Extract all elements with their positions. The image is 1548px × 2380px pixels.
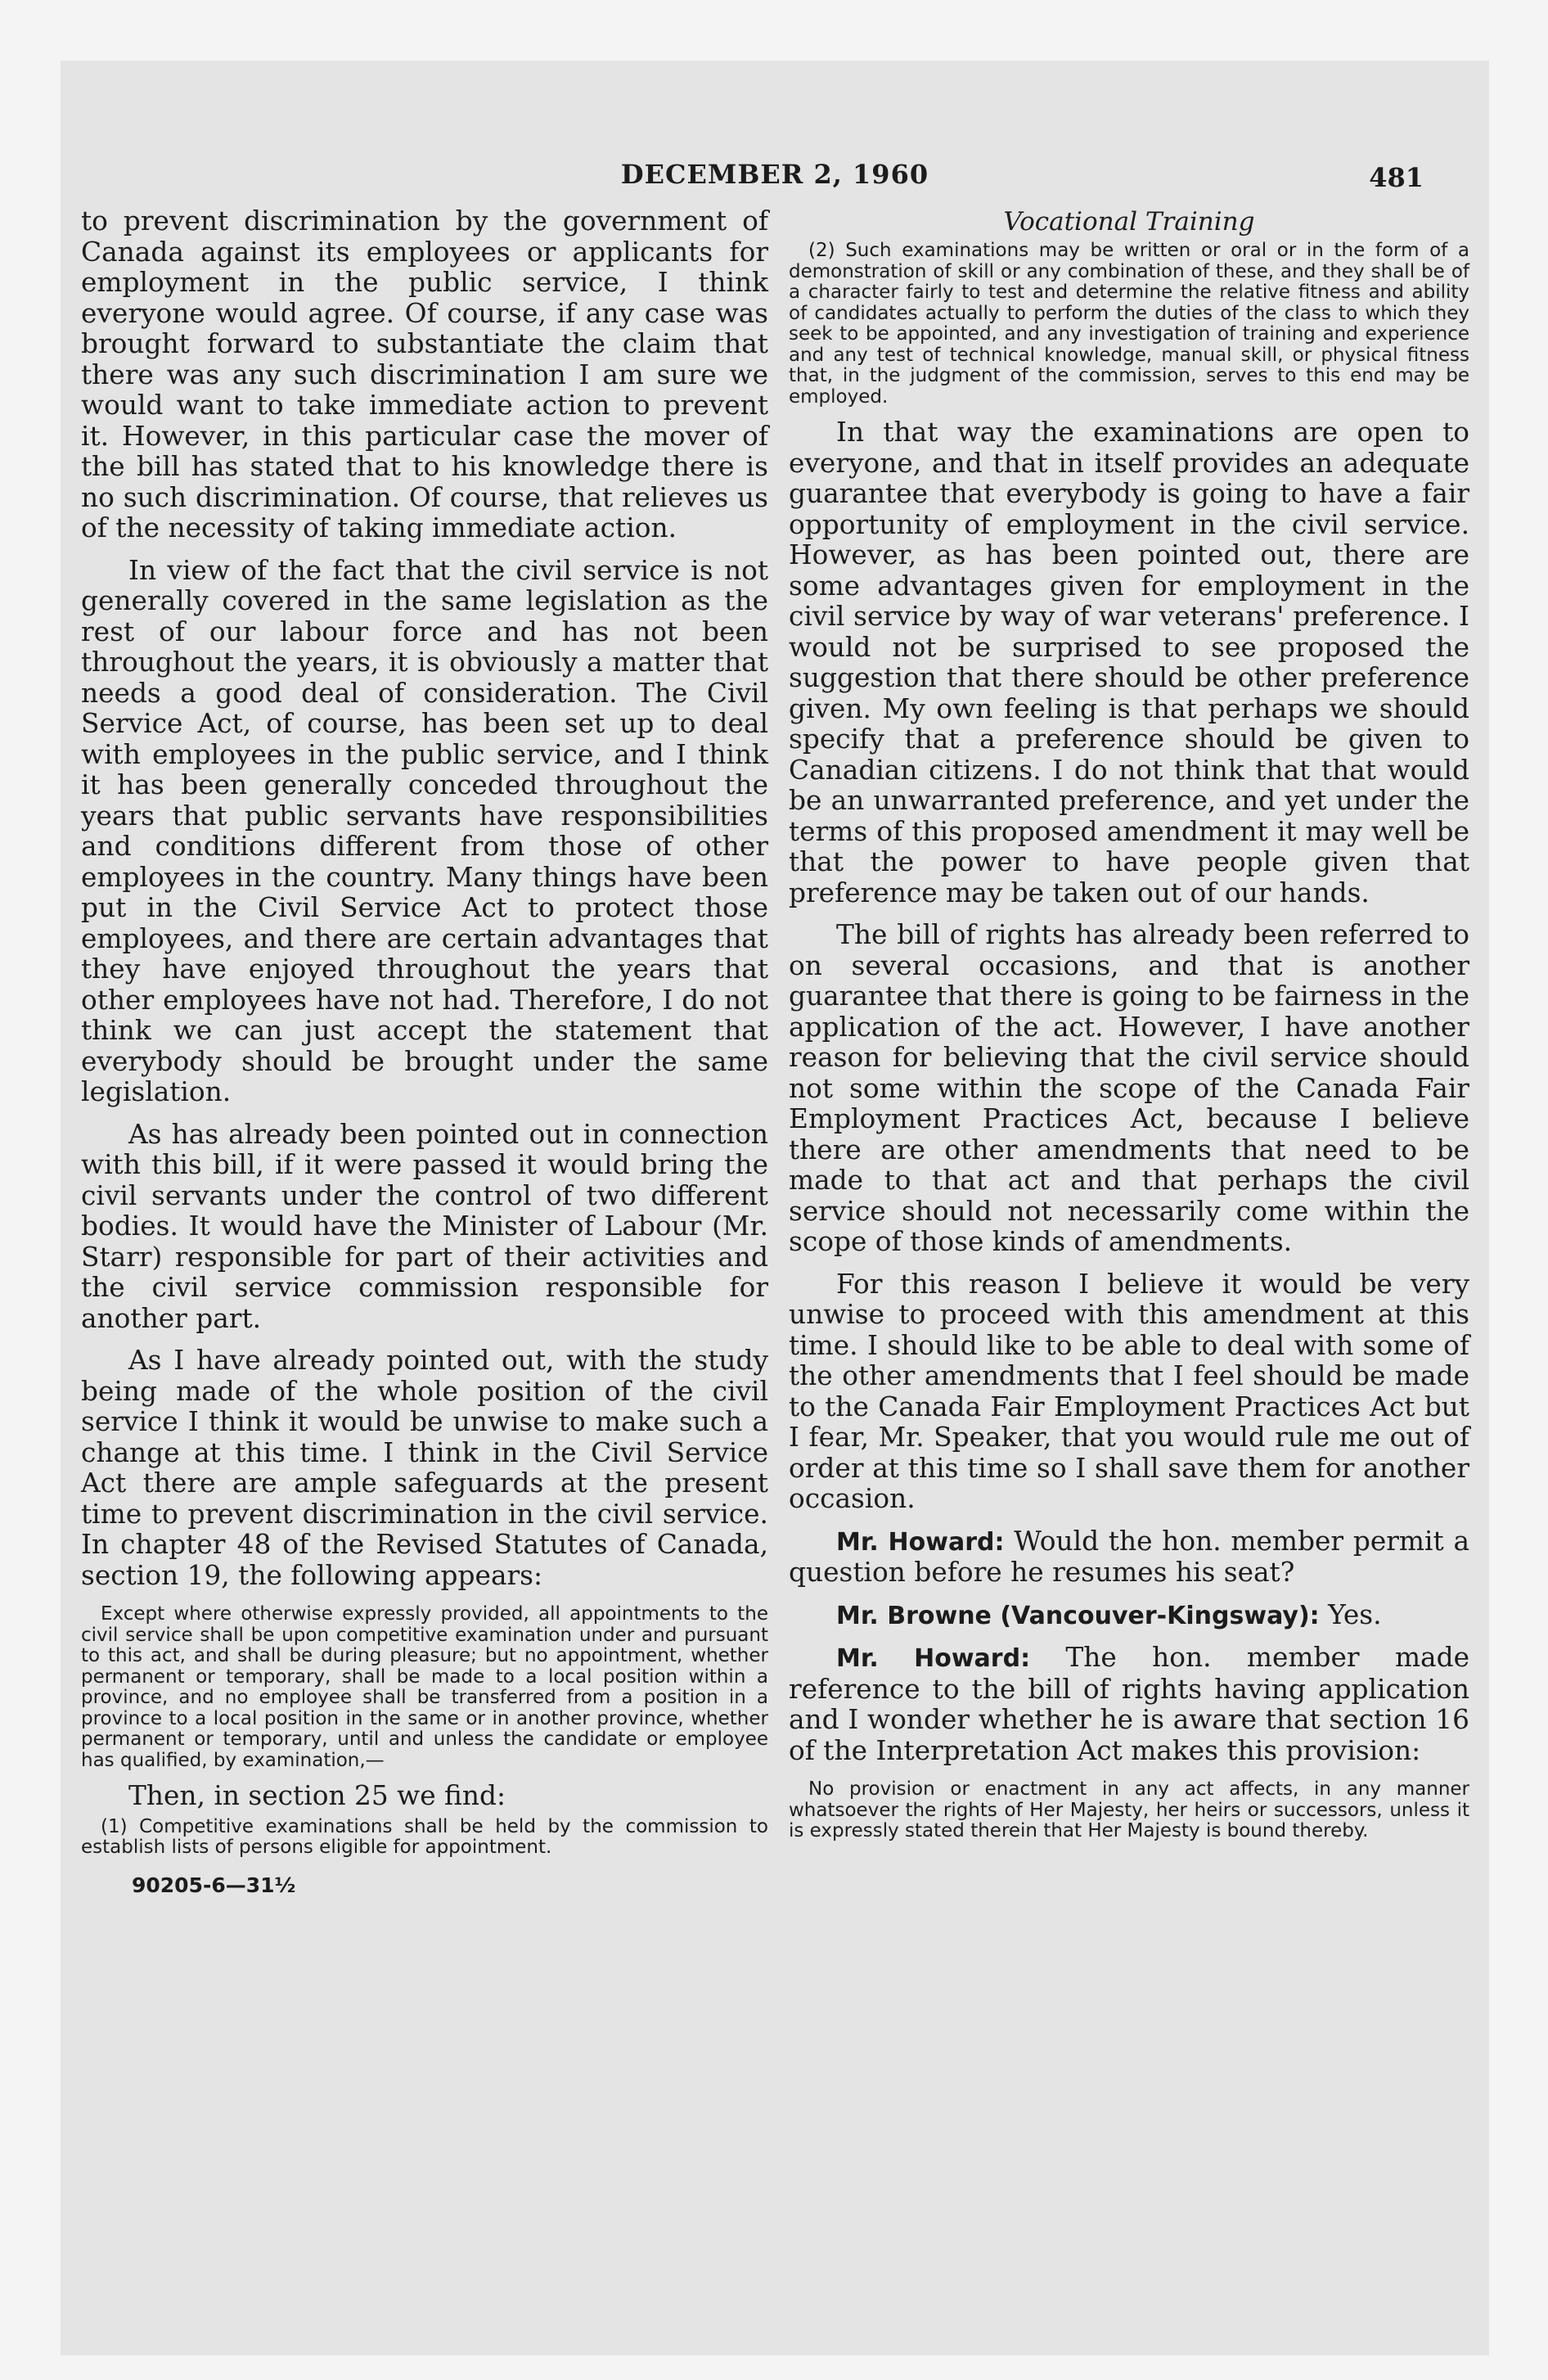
speaker-turn xyxy=(789,1600,1469,1632)
header-date: DECEMBER 2, 1960 xyxy=(620,159,929,190)
paragraph: Then, in section 25 we find: xyxy=(128,1780,506,1811)
section-subhead: Vocational Training xyxy=(1003,207,1255,237)
speaker-name: Mr. Browne (Vancouver-Kingsway): xyxy=(836,1601,1320,1630)
paragraph: to prevent discrimination by the government of Canada against its employees or applicants for employment in the public service, I think everyone would agree. Of course, if any case was brought forward to substantiate the claim that there was any such discrimination I am sure we would want to take immediate action to prevent it. However, in this particular case the mover of the bill has stated that to his knowledge there is no such discrimination. Of course, that relieves us of the necessity of taking immediate action. xyxy=(81,205,768,543)
paragraph: As I have already pointed out, with the study being made of the whole position of the civil service I think it would be unwise to make such a change at this time. I think in the Civil Service Act there are ample safeguards at the present time to prevent discrimination in the civil service. In chapter 48 of the Revised Statutes of Canada, section 19, the following appears: xyxy=(81,1345,768,1591)
print-code: 90205-6—31½ xyxy=(132,1873,296,1897)
speech-text: Would the hon. member permit a question before he resumes his seat? xyxy=(789,1525,1469,1588)
left-column xyxy=(81,206,768,1897)
page-header xyxy=(61,159,1489,208)
right-column xyxy=(789,206,1469,1852)
paragraph: In that way the examinations are open to everyone, and that in itself provides an adequate guarantee that everybody is going to have a fair opportunity of employment in the civil service. However, as has been pointed out, there are some advantages given for employment in the civil service by way of war veterans' preference. I would not be surprised to see proposed the suggestion that there should be other preference given. My own feeling is that perhaps we should specify that a preference should be given to Canadian citizens. I do not think that that would be an unwarranted preference, and yet under the terms of this proposed amendment it may well be that the power to have people given that preference may be taken out of our hands. xyxy=(789,417,1469,908)
paragraph: The bill of rights has already been referred to on several occasions, and that is another guarantee that there is going to be fairness in the application of the act. However, I have another reason for believing that the civil service should not some within the scope of the Canada Fair Employment Practices Act, because I believe there are other amendments that need to be made to that act and that perhaps the civil service should not necessarily come within the scope of those kinds of amendments. xyxy=(789,919,1469,1257)
speaker-name: Mr. Howard: xyxy=(836,1644,1031,1673)
page-number: 481 xyxy=(1369,162,1424,193)
speaker-turn xyxy=(789,1643,1469,1766)
speaker-name: Mr. Howard: xyxy=(836,1527,1005,1557)
paragraph: As has already been pointed out in connection with this bill, if it were passed it would bring the civil servants under the control of two different bodies. It would have the Minister of Labour (Mr. Starr) responsible for part of their activities and the civil service commission responsible for another part. xyxy=(81,1118,768,1334)
statute-quote: (1) Competitive examinations shall be held by the commission to establish lists of persons eligible for appointment. xyxy=(81,1815,768,1858)
scanned-page xyxy=(61,61,1489,2355)
statute-quote: Except where otherwise expressly provided, all appointments to the civil service shall be upon competitive examination under and pursuant to this act, and shall be during pleasure; but no appointment, whether permanent or temporary, shall be made to a local position within a province, and no employee shall be transferred from a position in a province to a local position in the same or in another province, whether permanent or temporary, until and unless the candidate or employee has qualified, by examination,— xyxy=(81,1603,768,1771)
speaker-turn xyxy=(789,1526,1469,1589)
speech-text: Yes. xyxy=(1328,1598,1382,1630)
paragraph: For this reason I believe it would be very unwise to proceed with this amendment at this time. I should like to be able to deal with some of the other amendments that I feel should be made to the Canada Fair Employment Practices Act but I fear, Mr. Speaker, that you would rule me out of order at this time so I shall save them for another occasion. xyxy=(789,1268,1469,1514)
statute-quote: No provision or enactment in any act affects, in any manner whatsoever the rights of Her Majesty, her heirs or successors, unless it is expressly stated therein that Her Majesty is bound thereby. xyxy=(789,1778,1469,1841)
statute-quote: (2) Such examinations may be written or oral or in the form of a demonstration of skill or any combination of these, and they shall be of a character fairly to test and determine the relative fitness and ability of candidates actually to perform the duties of the class to which they seek to be appointed, and any investigation of training and experience and any test of technical knowledge, manual skill, or physical fitness that, in the judgment of the commission, serves to this end may be employed. xyxy=(789,240,1469,408)
paragraph: In view of the fact that the civil service is not generally covered in the same legislation as the rest of our labour force and has not been throughout the years, it is obviously a matter that needs a good deal of consideration. The Civil Service Act, of course, has been set up to deal with employees in the public service, and I think it has been generally conceded throughout the years that public servants have responsibilities and conditions different from those of other employees in the country. Many things have been put in the Civil Service Act to protect those employees, and there are certain advantages that they have enjoyed throughout the years that other employees have not had. Therefore, I do not think we can just accept the statement that everybody should be brought under the same legislation. xyxy=(81,554,768,1107)
speech-text: The hon. member made reference to the bill of rights having application and I wonder whether he is aware that section 16 of the Interpretation Act makes this provision: xyxy=(789,1642,1470,1766)
